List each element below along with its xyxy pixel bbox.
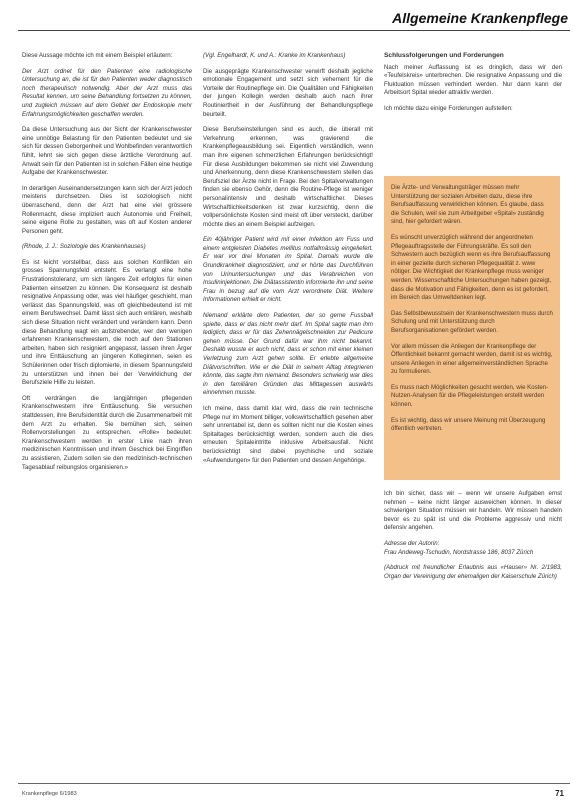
demands-list [384, 176, 560, 449]
demand-item: Es ist wichtig, dass wir unsere Meinung mit Überzeugung öffentlich vertreten. [391, 416, 546, 433]
paragraph: Diese Berufseinstellungen sind es auch, die überall mit Verkehrung erkennen, was gravierend die Krankenpflegeausbildung sei. Eigentlich verständlich, wenn man ihre eigenen schmerzlichen Erfahrungen berücksichtigt! Für diese Ausbildungen bekommen sie nicht viel Zuwendung und Anerkennung, denn diese Krankenschwestern stellen das Berufsziel der Ärzte nicht in Frage. Bei den Spitalverwaltungen finden sie ebenso Gehör, denn die Routine-Pflege ist weniger personalintensiv und deshalb wirtschaftlicher. Dieses Wirtschaftlichkeitsdenken ist zwar kurzsichtig, denn die vollpersönlichste Kosten sind meist oft über versteckt, darüber möchte dies an einem Beispiel aufzeigen. [203, 126, 373, 228]
paragraph: Adresse der Autorin: Frau Andeweg-Tschudin, Nordstrasse 186, 8037 Zürich [384, 539, 534, 556]
demand-item: Das Selbstbewusstsein der Krankenschwestern muss durch Schulung und mit Unterstützung durch Berufsorganisationen gefördert werden. [391, 309, 553, 334]
paragraph: In derartigen Auseinandersetzungen kann sich der Arzt jedoch meistens durchsetzen. Dies ist soziologisch nicht überraschend, denn der Arzt hat eine viel grössere Rollenmacht, diese impliziert auch Autonomie und Freiheit, seine eigene Rolle zu gestalten, was oft auf Kosten anderer Personen geht. [22, 184, 192, 235]
paragraph: (Vgl. Engelhardt, K. und A.: Kranke im Krankenhaus) [203, 52, 346, 59]
column-2 [203, 52, 373, 472]
paragraph: (Abdruck mit freundlicher Erlaubnis aus «Hauser» Nr. 2/1983, Organ der Vereinigung der ehemaligen der Kaiserschule Zürich) [384, 564, 562, 580]
demand-item: Es wünscht unverzüglich während der angeordneten Pflegeauftragsstelle der Führungskräfte. Es soll den Schwestern auch bezüglich wenn es ihre Berufsauffassung in einer gezielte durch sicheren Pflegequalität z. www nötiger. Die Wichtigkeit der Krankenpflege muss weniger werden. Wissenschaftliche Untersuchungen haben gezeigt, dass die Motivation und Fähigkeiten, denn es ist gefordert, im Bereich das Umweltdenken legt. [391, 233, 552, 302]
paragraph: Es ist leicht vorstellbar, dass aus solchen Konflikten ein grosses Spannungsfeld entsteht. Es verlangt eine hohe Frustrationstoleranz, um sich längere Zeit erfolglos für einen Patienten einsetzen zu können. Die Konsequenz ist deshalb resignative Anpassung oder, was viel häufiger geschieht, man verlässt das Spannungsfeld, was oft gleichbedeutend ist mit einem Berufswechsel. Damit lässt sich auch erklären, weshalb sich diese Situation nicht verändert und verändern kann. Denn diese Behandlung wagt ein aufstrebender, wer den wenigen erfahrenen Krankenschwestern, die noch auf den Stationen arbeiten, haben sich resigniert angepasst, lassen ihren Ärger und ihre Enttäuschung an jüngeren Kolleginnen, seien es Schülerinnen oder frisch diplomierte, in diesem Spannungsfeld zu unterstützen und ihnen bei der Verwirklichung der Berufsziele Hilfe zu leisten. [22, 258, 192, 387]
column-3 [384, 52, 562, 121]
paragraph: Niemand erklärte dem Patienten, der so gerne Fussball spielte, dass er das nicht mehr darf. Im Spital sagte man ihm lediglich, dass er für das Zehennägelschneiden zur Pedicure gehen müsse. Der Grund dafür war ihm nicht bekannt. Deshalb wusste er auch nicht, dass er schon mit einer kleinen Verletzung zum Arzt gehen sollte. Er erlebte allgemeine Diätvorschriften. Wie er die Diät in seinem Alltag integrieren könnte, das sagte ihm niemand. Besonders schwierig war dies in den familiären Gründen das Mittagessen auswärts einnehmen musste. [203, 312, 373, 397]
paragraph: Da diese Untersuchung aus der Sicht der Krankenschwester eine unnötige Belastung für den Patienten bedeutet und sie sich für dessen Geborgenheit und Wohlbefinden verantwortlich fühlt, lehnt sie sich gegen diese ärztliche Verordnung auf. Anwalt sein für den Patienten ist in solchen Fällen eine heutige Aufgabe der Krankenschwester. [22, 126, 192, 177]
demands-box [384, 176, 560, 480]
page-header [0, 0, 580, 36]
conclusions-intro: Nach meiner Auffassung ist es dringlich, dass wir den «Teufelskreis» unterbrechen. Die resignative Anpassung und die Fluktuation müssen verhindert werden. Nur dann kann der Arbeitsort Spital wieder attraktiv werden. [384, 63, 562, 97]
footer-journal: Krankenpflege 6/1983 [22, 791, 77, 797]
paragraph: (Rhode, J. J.: Soziologie des Krankenhauses) [22, 243, 146, 251]
footer-rule [18, 783, 570, 784]
demand-item: Es muss nach Möglichkeiten gesucht werden, wie Kosten-Nutzen-Analysen für die Pflegeleistungen erstellt werden können. [391, 383, 549, 409]
demand-item: Vor allem müssen die Anliegen der Krankenpflege der Öffentlichkeit bekannt gemacht werden, damit ist es wichtig, unsere Anliegen in einer allgemeinverständlichen Sprache zu formulieren. [391, 342, 553, 376]
column-1 [22, 52, 192, 479]
page-footer [0, 783, 580, 807]
conclusions-intro-2: Ich möchte dazu einige Forderungen aufstellen: [384, 104, 513, 112]
column-3-after [384, 490, 562, 588]
paragraph: Der Arzt ordnet für den Patienten eine radiologische Untersuchung an, die ist für den Patienten weder diagnostisch noch therapeutisch notwendig. Aber der Arzt muss das Resultat kennen, um seine Behandlung fortsetzen zu können, und zugleich müssen auf dem Gebiet der Endoskopie mehr Erfahrungsmöglichkeiten geschaffen werden. [22, 67, 192, 118]
paragraph: Diese Aussage möchte ich mit einem Beispiel erläutern: [22, 52, 173, 59]
paragraph: Die ausgeprägte Krankenschwester verwirft deshalb jegliche emotionale Engagement und setzt sich vehement für die Vorteile der Routinepflege ein. Die Qualitäten und Fähigkeiten der jungen Kollegin werden deshalb auch nach ihrer Routiniertheit in der Ausführung der Behandlungspflege beurteilt. [203, 67, 373, 118]
conclusions-heading: Schlussfolgerungen und Forderungen [384, 52, 504, 59]
paragraph: Oft verdrängen die langjährigen pflegenden Krankenschwestern ihre Enttäuschung. Sie versuchen stattdessen, ihre Berufsidentität durch die Zusammenarbeit mit dem Arzt zu erhalten. Sie bemühen sich, seinen Rollenvorstellungen zu entsprechen. «Rolle» bedeutet: Krankenschwestern werden in erster Linie nach ihren medizinischen Kenntnissen und ihrem Geschick bei Eingriffen zu assistieren, Zudem sollen sie den medizinisch-technischen Tagesablauf reibungslos organisieren.» [22, 394, 192, 471]
paragraph: Ich meine, dass damit klar wird, dass die rein technische Pflege nur im Moment billiger, volkswirtschaftlich gesehen aber sehr unrentabel ist, denn es sollten nicht nur die Kosten eines Spitaltages berücksichtigt werden, sondern auch die dies erneuten Spitaleintritte inklusive Arbeitsausfall. Nicht berücksichtigt sind dabei psychische und soziale «Aufwendungen» für den Patienten und dessen Angehörige. [203, 404, 373, 464]
paragraph: Ich bin sicher, dass wir – wenn wir unsere Aufgaben ernst nehmen – keine nicht länger ausweichen können. In dieser schwierigen Situation müssen wir handeln. Wir müssen handeln bevor es zu spät ist und die Probleme aggressiv und nicht defensiv angehen. [384, 490, 562, 532]
page-number: 71 [555, 789, 564, 798]
section-title: Allgemeine Krankenpflege [392, 10, 568, 26]
paragraph: Ein 40jähriger Patient wird mit einer Infektion am Fuss und einem entgleisten Diabetes mellitus notfallmässig eingeliefert. Er war vor drei Monaten im Spital. Damals wurde die Grundkrankheit diagnostiziert, und er hörte das Durchführen von Urinuntersuchungen und das Verabreichen von Insulininjektionen. Die Diätassistentin informierte ihn und seine Frau in bezug auf die vom Arzt verordnete Diät. Weitere Informationen erhielt er nicht. [203, 236, 373, 304]
header-rule [18, 30, 570, 31]
demand-item: Die Ärzte- und Verwaltungsträger müssen mehr Unterstützung der sozialen Arbeiten dazu, diese ihre Berufsauffassung verwirklichen können. Es glaube, dass die Schulen, weil sie zum Arbeitgeber «Spital» zuständig sind, hier gefordert wären. [391, 184, 544, 226]
